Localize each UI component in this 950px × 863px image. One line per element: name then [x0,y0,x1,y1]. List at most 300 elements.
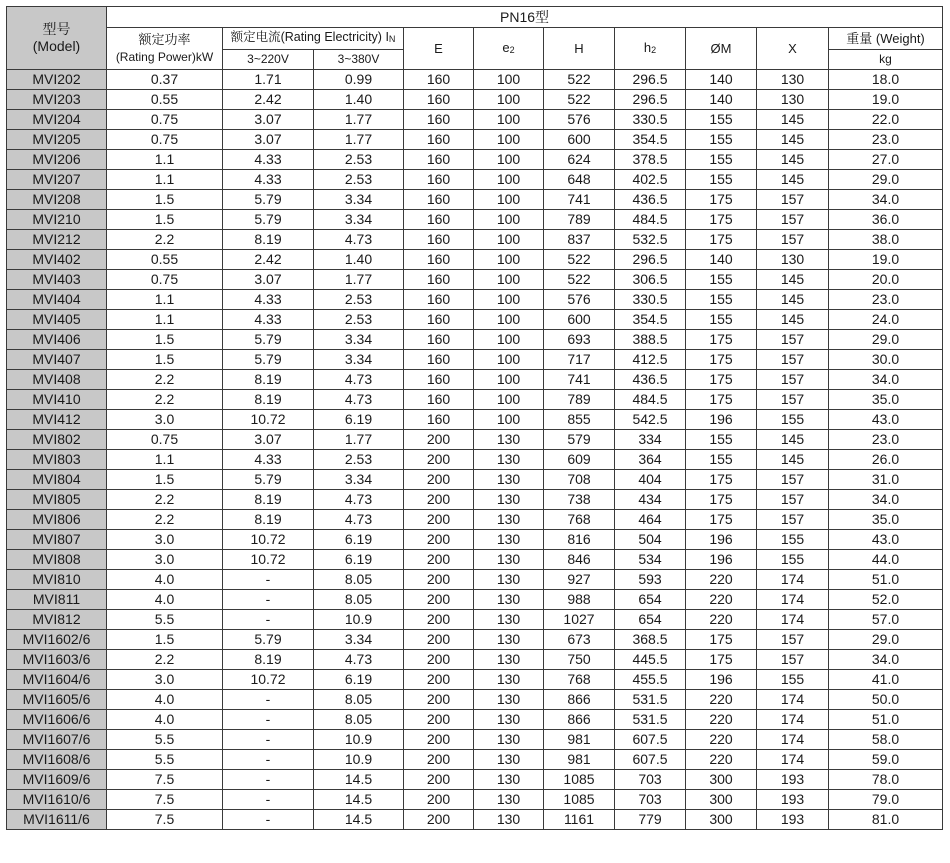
h-cell: 600 [544,310,615,330]
current-380v-cell: 8.05 [314,590,404,610]
current-220v-cell: 4.33 [223,290,314,310]
x-cell: 193 [757,790,829,810]
current-380v-cell: 14.5 [314,770,404,790]
h-cell: 1161 [544,810,615,830]
diameter-m-cell: 140 [686,250,757,270]
diameter-m-cell: 220 [686,690,757,710]
h-cell: 609 [544,450,615,470]
power-cell: 7.5 [107,770,223,790]
power-cell: 7.5 [107,790,223,810]
voltage-380-header: 3~380V [314,50,404,70]
h2-cell: 445.5 [615,650,686,670]
power-cell: 4.0 [107,710,223,730]
table-row [7,690,943,710]
h-cell: 522 [544,250,615,270]
diameter-m-cell: 175 [686,470,757,490]
table-row [7,170,943,190]
h-cell: 576 [544,290,615,310]
voltage-220-header: 3~220V [223,50,314,70]
h2-cell: 593 [615,570,686,590]
h-cell: 981 [544,750,615,770]
current-220v-cell: - [223,590,314,610]
h-cell: 750 [544,650,615,670]
current-380v-cell: 14.5 [314,790,404,810]
model-cell: MVI1606/6 [7,710,107,730]
table-row [7,270,943,290]
x-cell: 174 [757,750,829,770]
table-row [7,510,943,530]
diameter-m-cell: 220 [686,730,757,750]
e2-cell: 130 [474,550,544,570]
e-cell: 160 [404,210,474,230]
current-220v-cell: 5.79 [223,470,314,490]
h-header: H [544,28,615,70]
power-cell: 2.2 [107,370,223,390]
current-380v-cell: 6.19 [314,670,404,690]
e-cell: 200 [404,710,474,730]
power-cell: 1.1 [107,150,223,170]
current-220v-cell: 10.72 [223,550,314,570]
weight-cell: 81.0 [829,810,943,830]
e-cell: 200 [404,490,474,510]
diameter-m-cell: 175 [686,630,757,650]
h2-cell: 654 [615,590,686,610]
diameter-m-cell: 196 [686,530,757,550]
model-cell: MVI805 [7,490,107,510]
x-cell: 157 [757,210,829,230]
e2-cell: 130 [474,630,544,650]
e2-cell: 100 [474,210,544,230]
table-row [7,670,943,690]
h2-cell: 330.5 [615,290,686,310]
current-220v-cell: - [223,710,314,730]
table-row [7,110,943,130]
model-cell: MVI1602/6 [7,630,107,650]
e-cell: 160 [404,230,474,250]
current-220v-cell: 3.07 [223,270,314,290]
h-cell: 768 [544,510,615,530]
e2-cell: 130 [474,430,544,450]
h2-cell: 531.5 [615,690,686,710]
e-cell: 200 [404,630,474,650]
weight-cell: 27.0 [829,150,943,170]
e-cell: 160 [404,310,474,330]
h-cell: 855 [544,410,615,430]
power-cell: 1.1 [107,290,223,310]
weight-cell: 23.0 [829,290,943,310]
weight-cell: 34.0 [829,190,943,210]
current-header [223,28,404,50]
pn16-group-title: PN16型 [107,7,943,28]
diameter-m-cell: 155 [686,110,757,130]
h-cell: 600 [544,130,615,150]
x-cell: 157 [757,470,829,490]
current-220v-cell: 5.79 [223,190,314,210]
current-220v-cell: - [223,690,314,710]
current-380v-cell: 4.73 [314,510,404,530]
weight-cell: 22.0 [829,110,943,130]
h-cell: 837 [544,230,615,250]
weight-cell: 43.0 [829,530,943,550]
e-cell: 160 [404,110,474,130]
diameter-m-cell: 155 [686,430,757,450]
current-380v-cell: 4.73 [314,390,404,410]
diameter-m-cell: 155 [686,450,757,470]
current-220v-cell: 8.19 [223,230,314,250]
current-380v-cell: 2.53 [314,310,404,330]
model-cell: MVI412 [7,410,107,430]
e-cell: 200 [404,450,474,470]
h2-cell: 534 [615,550,686,570]
weight-cell: 52.0 [829,590,943,610]
current-220v-cell: 10.72 [223,530,314,550]
power-cell: 3.0 [107,410,223,430]
power-cell: 0.55 [107,90,223,110]
h-cell: 741 [544,190,615,210]
current-380v-cell: 10.9 [314,750,404,770]
diameter-m-cell: 175 [686,210,757,230]
h-cell: 1027 [544,610,615,630]
e2-cell: 100 [474,110,544,130]
power-header-cn: 额定功率 [138,32,191,47]
h2-cell: 504 [615,530,686,550]
e2-cell: 130 [474,510,544,530]
table-row [7,550,943,570]
e-cell: 200 [404,690,474,710]
h2-cell: 703 [615,790,686,810]
current-220v-cell: - [223,730,314,750]
current-380v-cell: 1.40 [314,90,404,110]
power-cell: 1.5 [107,210,223,230]
e2-cell: 130 [474,570,544,590]
diameter-m-cell: 175 [686,370,757,390]
x-cell: 157 [757,190,829,210]
e-cell: 160 [404,330,474,350]
current-220v-cell: 8.19 [223,390,314,410]
current-220v-cell: 2.42 [223,250,314,270]
table-row [7,350,943,370]
power-cell: 1.1 [107,310,223,330]
e2-cell: 100 [474,330,544,350]
h2-cell: 306.5 [615,270,686,290]
diameter-m-cell: 196 [686,670,757,690]
current-220v-cell: 8.19 [223,490,314,510]
diameter-m-cell: 175 [686,390,757,410]
table-row [7,490,943,510]
power-header [107,28,223,70]
e2-cell: 100 [474,190,544,210]
e2-cell: 130 [474,770,544,790]
weight-cell: 50.0 [829,690,943,710]
current-380v-cell: 6.19 [314,530,404,550]
h2-cell: 436.5 [615,190,686,210]
table-row [7,70,943,90]
h-cell: 576 [544,110,615,130]
weight-header: 重量 (Weight) [829,28,943,50]
model-cell: MVI407 [7,350,107,370]
diameter-m-cell: 175 [686,330,757,350]
current-380v-cell: 10.9 [314,610,404,630]
e-cell: 160 [404,390,474,410]
current-220v-cell: - [223,610,314,630]
table-row [7,450,943,470]
e2-header-main: e [502,39,510,55]
power-cell: 1.5 [107,190,223,210]
h2-cell: 607.5 [615,750,686,770]
h2-cell: 354.5 [615,310,686,330]
table-row [7,530,943,550]
e-header: E [404,28,474,70]
h2-cell: 296.5 [615,70,686,90]
x-cell: 157 [757,510,829,530]
x-cell: 145 [757,110,829,130]
weight-cell: 59.0 [829,750,943,770]
diameter-m-cell: 175 [686,490,757,510]
power-cell: 4.0 [107,570,223,590]
x-header: X [757,28,829,70]
h2-cell: 654 [615,610,686,630]
e2-cell: 100 [474,230,544,250]
power-cell: 0.75 [107,130,223,150]
model-cell: MVI204 [7,110,107,130]
e2-cell: 100 [474,290,544,310]
current-380v-cell: 3.34 [314,630,404,650]
current-220v-cell: 10.72 [223,670,314,690]
model-cell: MVI1608/6 [7,750,107,770]
model-cell: MVI212 [7,230,107,250]
power-cell: 5.5 [107,610,223,630]
power-cell: 4.0 [107,690,223,710]
h-cell: 927 [544,570,615,590]
power-cell: 3.0 [107,550,223,570]
h2-cell: 607.5 [615,730,686,750]
diameter-m-cell: 175 [686,650,757,670]
h2-cell: 779 [615,810,686,830]
e-cell: 160 [404,350,474,370]
table-row [7,790,943,810]
e2-cell: 130 [474,470,544,490]
h-cell: 816 [544,530,615,550]
e2-cell: 130 [474,670,544,690]
power-cell: 1.1 [107,450,223,470]
e-cell: 200 [404,530,474,550]
weight-cell: 38.0 [829,230,943,250]
weight-cell: 35.0 [829,510,943,530]
current-220v-cell: 4.33 [223,450,314,470]
current-380v-cell: 2.53 [314,450,404,470]
power-cell: 0.75 [107,110,223,130]
table-row [7,810,943,830]
current-380v-cell: 3.34 [314,190,404,210]
weight-cell: 29.0 [829,330,943,350]
diameter-m-cell: 196 [686,410,757,430]
weight-cell: 19.0 [829,90,943,110]
current-220v-cell: 2.42 [223,90,314,110]
h2-cell: 296.5 [615,250,686,270]
weight-unit-header: kg [829,50,943,70]
x-cell: 157 [757,490,829,510]
h2-cell: 412.5 [615,350,686,370]
model-cell: MVI402 [7,250,107,270]
diameter-m-cell: 220 [686,610,757,630]
table-row [7,730,943,750]
table-row [7,410,943,430]
e2-cell: 130 [474,710,544,730]
table-body [7,70,943,830]
model-cell: MVI206 [7,150,107,170]
e2-cell: 130 [474,450,544,470]
model-cell: MVI810 [7,570,107,590]
current-220v-cell: 8.19 [223,510,314,530]
e-cell: 200 [404,470,474,490]
power-cell: 1.5 [107,330,223,350]
e2-cell: 100 [474,410,544,430]
h-cell: 708 [544,470,615,490]
weight-cell: 23.0 [829,430,943,450]
power-cell: 3.0 [107,530,223,550]
e-cell: 200 [404,770,474,790]
x-cell: 145 [757,170,829,190]
e2-cell: 100 [474,370,544,390]
h2-cell: 455.5 [615,670,686,690]
current-380v-cell: 1.77 [314,430,404,450]
power-cell: 5.5 [107,750,223,770]
e-cell: 200 [404,750,474,770]
current-220v-cell: 4.33 [223,150,314,170]
power-cell: 2.2 [107,510,223,530]
current-220v-cell: 4.33 [223,170,314,190]
current-380v-cell: 6.19 [314,550,404,570]
h-cell: 693 [544,330,615,350]
e2-cell: 100 [474,270,544,290]
model-cell: MVI210 [7,210,107,230]
diameter-m-cell: 300 [686,810,757,830]
current-380v-cell: 1.77 [314,130,404,150]
current-220v-cell: 8.19 [223,370,314,390]
h2-header-sub: 2 [651,44,657,55]
e-cell: 200 [404,570,474,590]
weight-cell: 26.0 [829,450,943,470]
model-cell: MVI207 [7,170,107,190]
h-cell: 768 [544,670,615,690]
h-cell: 624 [544,150,615,170]
h2-cell: 404 [615,470,686,490]
table-row [7,190,943,210]
table-row [7,430,943,450]
current-380v-cell: 1.40 [314,250,404,270]
current-220v-cell: 3.07 [223,110,314,130]
current-220v-cell: - [223,770,314,790]
model-header [7,7,107,70]
e2-cell: 130 [474,490,544,510]
power-cell: 0.55 [107,250,223,270]
power-cell: 7.5 [107,810,223,830]
current-380v-cell: 3.34 [314,210,404,230]
x-cell: 155 [757,670,829,690]
h2-cell: 368.5 [615,630,686,650]
x-cell: 157 [757,350,829,370]
power-cell: 3.0 [107,670,223,690]
current-380v-cell: 1.77 [314,110,404,130]
e2-header [474,28,544,70]
weight-cell: 78.0 [829,770,943,790]
h2-cell: 388.5 [615,330,686,350]
h-cell: 522 [544,90,615,110]
diameter-m-cell: 196 [686,550,757,570]
diameter-m-cell: 220 [686,570,757,590]
current-220v-cell: - [223,750,314,770]
current-380v-cell: 8.05 [314,710,404,730]
model-cell: MVI1603/6 [7,650,107,670]
current-header-label: 额定电流(Rating Electricity) I [230,30,389,44]
table-row [7,650,943,670]
table-row [7,770,943,790]
e-cell: 200 [404,550,474,570]
power-cell: 1.5 [107,350,223,370]
diameter-m-header: ØM [686,28,757,70]
weight-cell: 57.0 [829,610,943,630]
h2-cell: 334 [615,430,686,450]
diameter-m-cell: 175 [686,230,757,250]
h2-cell: 484.5 [615,210,686,230]
h2-cell: 354.5 [615,130,686,150]
table-row [7,330,943,350]
e2-cell: 130 [474,610,544,630]
table-row [7,630,943,650]
e2-cell: 130 [474,750,544,770]
table-row [7,210,943,230]
model-cell: MVI1611/6 [7,810,107,830]
x-cell: 157 [757,390,829,410]
current-380v-cell: 14.5 [314,810,404,830]
diameter-m-cell: 155 [686,130,757,150]
weight-cell: 19.0 [829,250,943,270]
e-cell: 160 [404,370,474,390]
current-380v-cell: 3.34 [314,330,404,350]
x-cell: 145 [757,150,829,170]
e2-cell: 130 [474,690,544,710]
x-cell: 174 [757,590,829,610]
e-cell: 200 [404,810,474,830]
e2-cell: 100 [474,70,544,90]
e2-cell: 130 [474,650,544,670]
h2-cell: 436.5 [615,370,686,390]
power-header-en: (Rating Power)kW [115,50,214,64]
weight-cell: 23.0 [829,130,943,150]
x-cell: 157 [757,330,829,350]
h2-cell: 484.5 [615,390,686,410]
model-cell: MVI205 [7,130,107,150]
model-header-en: (Model) [32,38,81,54]
model-cell: MVI1610/6 [7,790,107,810]
weight-cell: 34.0 [829,370,943,390]
x-cell: 174 [757,710,829,730]
e2-cell: 130 [474,590,544,610]
diameter-m-cell: 155 [686,290,757,310]
x-cell: 157 [757,650,829,670]
current-220v-cell: - [223,570,314,590]
current-380v-cell: 4.73 [314,650,404,670]
power-cell: 4.0 [107,590,223,610]
h2-cell: 402.5 [615,170,686,190]
weight-cell: 31.0 [829,470,943,490]
e-cell: 160 [404,90,474,110]
diameter-m-cell: 220 [686,750,757,770]
h-cell: 522 [544,270,615,290]
table-row [7,570,943,590]
weight-cell: 18.0 [829,70,943,90]
current-380v-cell: 2.53 [314,170,404,190]
